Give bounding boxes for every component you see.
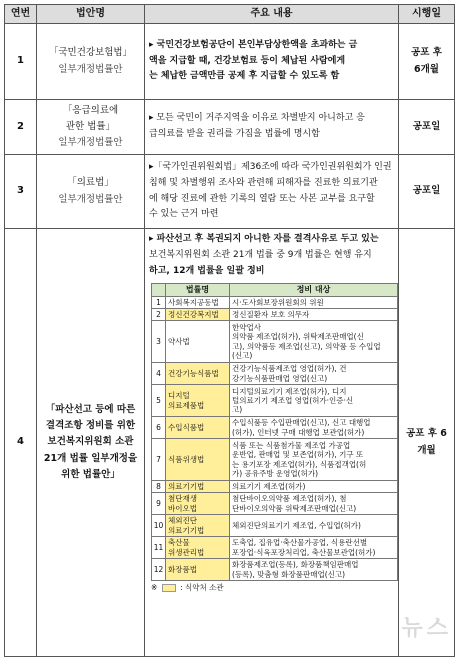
- law-header-name: 법률명: [166, 284, 230, 297]
- law-number: 3: [152, 321, 166, 363]
- law-number: 9: [152, 493, 166, 515]
- header-row: [5, 5, 455, 24]
- main-content: [145, 155, 399, 229]
- law-header-target: 정비 대상: [230, 284, 398, 297]
- law-target: [230, 493, 398, 515]
- law-name: 첨단재생 바이오법: [166, 493, 230, 515]
- law-target: [230, 439, 398, 481]
- law-target: [230, 417, 398, 439]
- law-row: [152, 439, 398, 481]
- law-target-line: 가) 공유주방 운영업(허가): [232, 469, 318, 479]
- law-target: [230, 297, 398, 309]
- law-target-line: 식품 또는 식품첨가물 제조업 가공업: [232, 441, 351, 450]
- law-name: 사회복지공동법: [166, 297, 230, 309]
- law-name: 화장품법: [166, 559, 230, 581]
- content-line: 보건복지위원회 소관 21개 법률 중 9개 법률은 현행 유지: [149, 249, 372, 260]
- law-target-line: 정신질환자 보호 의무자: [232, 310, 310, 320]
- law-name: 의료기기법: [166, 481, 230, 493]
- law-target-line: 디지털의료기기 제조업(허가), 디지: [232, 386, 347, 396]
- effective-line: 공포 후: [411, 47, 442, 59]
- law-target: [230, 385, 398, 417]
- footnote: [151, 583, 398, 594]
- content-line: 수 있는 근거 마련: [149, 209, 219, 220]
- content-line: 에 해당 진료에 관한 기록의 열람 또는 사본 교부를 요구할: [149, 193, 375, 204]
- law-target-line: 시·도사회보장위원회의 위원: [232, 298, 324, 308]
- law-name: 약사법: [166, 321, 230, 363]
- bill-name: [37, 155, 145, 229]
- bill-title: 보건복지위원회 소관: [47, 436, 134, 448]
- law-row: [152, 515, 398, 537]
- law-target-line: 건강기능식품제조업 영업(허가), 건: [232, 364, 347, 374]
- row-number: 2: [5, 100, 37, 155]
- law-list-body: [152, 297, 398, 581]
- watermark: 뉴스: [401, 616, 452, 642]
- bill-subtitle: 일부개정법률안: [58, 193, 123, 205]
- law-number: 5: [152, 385, 166, 417]
- header-no: 연번: [5, 5, 37, 24]
- law-number: 10: [152, 515, 166, 537]
- content-line: 액을 지급할 때, 건강보험료 등이 체납된 사람에게: [149, 55, 346, 66]
- bill-name: [37, 24, 145, 100]
- bill-title: 결격조항 정비를 위한: [45, 420, 136, 432]
- law-name: 식품위생법: [166, 439, 230, 481]
- law-target-line: 포장업·식육포장처리업, 축산물보관업(허가): [232, 547, 376, 557]
- law-number: 7: [152, 439, 166, 481]
- law-number: 6: [152, 417, 166, 439]
- law-target-line: (허가), 인터넷 구매 대행업 보관업(허가): [232, 427, 365, 437]
- law-target: [230, 309, 398, 321]
- bill-title: 「파산선고 등에 따른: [45, 404, 136, 416]
- law-name: 수입식품법: [166, 417, 230, 439]
- effective-line: 6개월: [414, 63, 439, 75]
- law-row: [152, 559, 398, 581]
- law-target: [230, 363, 398, 385]
- content-line: ▸「국가인권위원회법」제36조에 따라 국가인권위원회가 인권: [149, 162, 392, 172]
- law-header-blank: [152, 284, 166, 297]
- effective-date: [399, 100, 455, 155]
- bill-title: 「응급의료에: [62, 104, 119, 116]
- row-number: 4: [5, 229, 37, 657]
- header-bill: 법안명: [37, 5, 145, 24]
- effective-line: 공포 후 6: [406, 428, 447, 440]
- effective-date: [399, 155, 455, 229]
- law-number: 12: [152, 559, 166, 581]
- law-target-line: 강기능식품판매업 영업(신고): [232, 373, 328, 383]
- law-name: 체외진단 의료기기법: [166, 515, 230, 537]
- main-content: [145, 24, 399, 100]
- law-target-line: 화장품제조업(등록), 화장품책임판매업: [232, 560, 359, 570]
- effective-line: 개월: [417, 444, 436, 456]
- bill-subtitle: 일부개정법률안: [58, 137, 123, 149]
- bill-name: [37, 100, 145, 155]
- law-row: [152, 297, 398, 309]
- row-number: 3: [5, 155, 37, 229]
- content-line: ▸ 국민건강보험공단이 본인부담상한액을 초과하는 금: [149, 39, 358, 50]
- law-target-line: 는 용기포장 제조업(허가), 식품접객업(허: [232, 459, 367, 469]
- law-number: 2: [152, 309, 166, 321]
- footnote-text: : 식약처 소관: [180, 583, 224, 593]
- content-line: 급의료를 받을 권리를 가짐을 법률에 명시함: [149, 129, 320, 139]
- table-row: [5, 155, 455, 229]
- bill-subtitle: 일부개정법률안: [58, 63, 123, 75]
- main-content: [145, 229, 399, 657]
- law-name: 정신건강복지법: [166, 309, 230, 321]
- law-target-line: 첨단바이오의약품 제조업(허가), 첨: [232, 494, 347, 504]
- law-row: [152, 321, 398, 363]
- content-line: 는 체납한 금액만큼 공제 후 지급할 수 있도록 함: [149, 71, 340, 82]
- law-target: [230, 321, 398, 363]
- law-target-line: 운반업, 판매업 및 보존업(허가), 기구 또: [232, 450, 364, 460]
- content-line: ▸ 모든 국민이 거주지역을 이유로 차별받지 아니하고 응: [149, 113, 365, 124]
- law-row: [152, 493, 398, 515]
- bill-name: [37, 229, 145, 657]
- law-target: [230, 481, 398, 493]
- law-number: 1: [152, 297, 166, 309]
- effective-line: 공포일: [412, 185, 441, 197]
- law-row: [152, 417, 398, 439]
- effective-date: [399, 229, 455, 657]
- law-target-line: 수입식품등 수입판매업(신고), 신고 대행업: [232, 418, 371, 428]
- content-line: ▸ 파산선고 후 복권되지 아니한 자를 결격사유로 두고 있는: [149, 234, 379, 244]
- bills-table: [4, 4, 455, 657]
- content-line: 침해 및 차별행위 조사와 관련해 피해자를 진료한 의료기관: [149, 177, 378, 188]
- law-target-line: 도축업, 집유업·축산물가공업, 식용란선별: [232, 538, 368, 548]
- law-target-line: 한약업사: [232, 323, 261, 332]
- bill-title: 「국민건강보험법」: [48, 47, 133, 59]
- effective-line: 공포일: [412, 120, 441, 132]
- highlight-swatch: [162, 584, 176, 592]
- law-target-line: 털의료기기 제조업 영업(허가·인증·신: [232, 396, 354, 406]
- law-target-line: (신고): [232, 351, 253, 361]
- law-list-header: [152, 284, 398, 297]
- table-row: [5, 24, 455, 100]
- law-name: 축산물 위생관리법: [166, 537, 230, 559]
- law-target: [230, 515, 398, 537]
- law-row: [152, 537, 398, 559]
- law-target-line: 고): [232, 405, 243, 415]
- law-target: [230, 559, 398, 581]
- law-target-line: 체외진단의료기기 제조업, 수입업(허가): [232, 521, 361, 531]
- bill-title: 위한 법률안」: [61, 468, 120, 480]
- law-target-line: 의료기기 제조업(허가): [232, 482, 306, 492]
- law-name: 건강기능식품법: [166, 363, 230, 385]
- footnote-mark: ※: [151, 583, 158, 593]
- content-line: 하고, 12개 법률을 일괄 정비: [149, 265, 265, 276]
- law-number: 8: [152, 481, 166, 493]
- law-number: 11: [152, 537, 166, 559]
- effective-date: [399, 24, 455, 100]
- row-number: 1: [5, 24, 37, 100]
- bill-title: 21개 법률 일부개정을: [43, 452, 138, 464]
- law-target-line: 의약품 제조업(허가), 위탁제조판매업(신: [232, 332, 364, 342]
- law-row: [152, 309, 398, 321]
- bill-title: 「의료법」: [67, 177, 114, 189]
- law-name: 디지털 의료제품법: [166, 385, 230, 417]
- law-row: [152, 385, 398, 417]
- law-target-line: 고), 의약품등 제조업(신고), 의약품 등 수입업: [232, 341, 381, 351]
- header-content: 주요 내용: [145, 5, 399, 24]
- law-target-line: 단바이오의약품 위탁제조판매업(신고): [232, 503, 357, 513]
- law-list-table: [151, 283, 398, 581]
- law-number: 4: [152, 363, 166, 385]
- law-row: [152, 481, 398, 493]
- law-row: [152, 363, 398, 385]
- main-content: [145, 100, 399, 155]
- table-row: [5, 229, 455, 657]
- bill-title: 관한 법률」: [65, 120, 116, 132]
- header-effective: 시행일: [399, 5, 455, 24]
- law-target-line: (등록), 맞춤형 화장품판매업(신고): [232, 569, 346, 579]
- table-row: [5, 100, 455, 155]
- law-target: [230, 537, 398, 559]
